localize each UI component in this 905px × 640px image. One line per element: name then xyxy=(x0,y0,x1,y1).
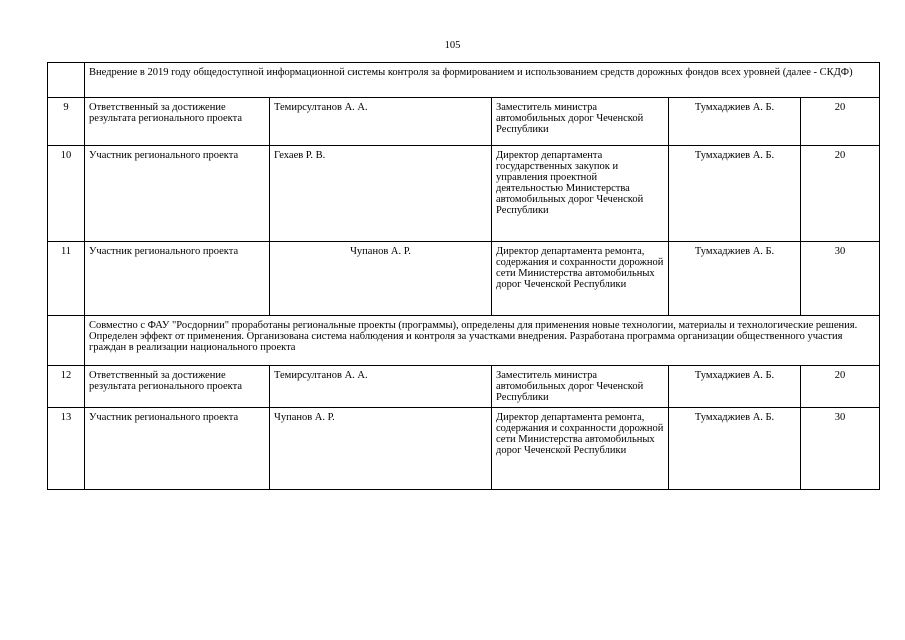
percent-cell: 30 xyxy=(801,408,880,490)
position-cell: Заместитель министра автомобильных дорог Чеченской Республики xyxy=(492,98,669,146)
role-cell: Ответственный за достижение результата регионального проекта xyxy=(85,98,270,146)
person-cell: Чупанов А. Р. xyxy=(270,408,492,490)
row-number: 12 xyxy=(48,366,85,408)
supervisor-cell: Тумхаджиев А. Б. xyxy=(669,98,801,146)
table-row xyxy=(48,408,880,490)
table-row xyxy=(48,98,880,146)
role-cell: Ответственный за достижение результата регионального проекта xyxy=(85,366,270,408)
person-cell: Темирсултанов А. А. xyxy=(270,366,492,408)
section-row xyxy=(48,63,880,98)
position-cell: Директор департамента государственных закупок и управления проектной деятельностью Министерства автомобильных дорог Чеченской Республики xyxy=(492,146,669,242)
percent-cell: 30 xyxy=(801,242,880,316)
table-row xyxy=(48,366,880,408)
supervisor-cell: Тумхаджиев А. Б. xyxy=(669,242,801,316)
page-number: 105 xyxy=(444,40,461,51)
percent-cell: 20 xyxy=(801,98,880,146)
person-cell: Чупанов А. Р. xyxy=(270,242,492,316)
role-cell: Участник регионального проекта xyxy=(85,242,270,316)
person-cell: Темирсултанов А. А. xyxy=(270,98,492,146)
empty-cell xyxy=(48,63,85,98)
percent-cell: 20 xyxy=(801,146,880,242)
row-number: 11 xyxy=(48,242,85,316)
position-cell: Заместитель министра автомобильных дорог Чеченской Республики xyxy=(492,366,669,408)
position-cell: Директор департамента ремонта, содержания и сохранности дорожной сети Министерства автомобильных дорог Чеченской Республики xyxy=(492,408,669,490)
person-cell: Гехаев Р. В. xyxy=(270,146,492,242)
row-number: 9 xyxy=(48,98,85,146)
percent-cell: 20 xyxy=(801,366,880,408)
position-cell: Директор департамента ремонта, содержания и сохранности дорожной сети Министерства автомобильных дорог Чеченской Республики xyxy=(492,242,669,316)
empty-cell xyxy=(48,316,85,366)
supervisor-cell: Тумхаджиев А. Б. xyxy=(669,408,801,490)
role-cell: Участник регионального проекта xyxy=(85,146,270,242)
supervisor-cell: Тумхаджиев А. Б. xyxy=(669,366,801,408)
supervisor-cell: Тумхаджиев А. Б. xyxy=(669,146,801,242)
project-participants-table xyxy=(47,62,880,490)
section-note: Внедрение в 2019 году общедоступной информационной системы контроля за формированием и использованием средств дорожных фондов всех уровней (далее - СКДФ) xyxy=(85,63,880,98)
section-row xyxy=(48,316,880,366)
table-row xyxy=(48,242,880,316)
section-note: Совместно с ФАУ "Росдорнии" проработаны региональные проекты (программы), определены для применения новые технологии, материалы и технологические решения. Определен эффект от применения. Организована система наблюдения и контроля за участками внедрения. Разработана программа организации общественного участия граждан в реализации национального проекта xyxy=(85,316,880,366)
table-row xyxy=(48,146,880,242)
row-number: 10 xyxy=(48,146,85,242)
row-number: 13 xyxy=(48,408,85,490)
role-cell: Участник регионального проекта xyxy=(85,408,270,490)
